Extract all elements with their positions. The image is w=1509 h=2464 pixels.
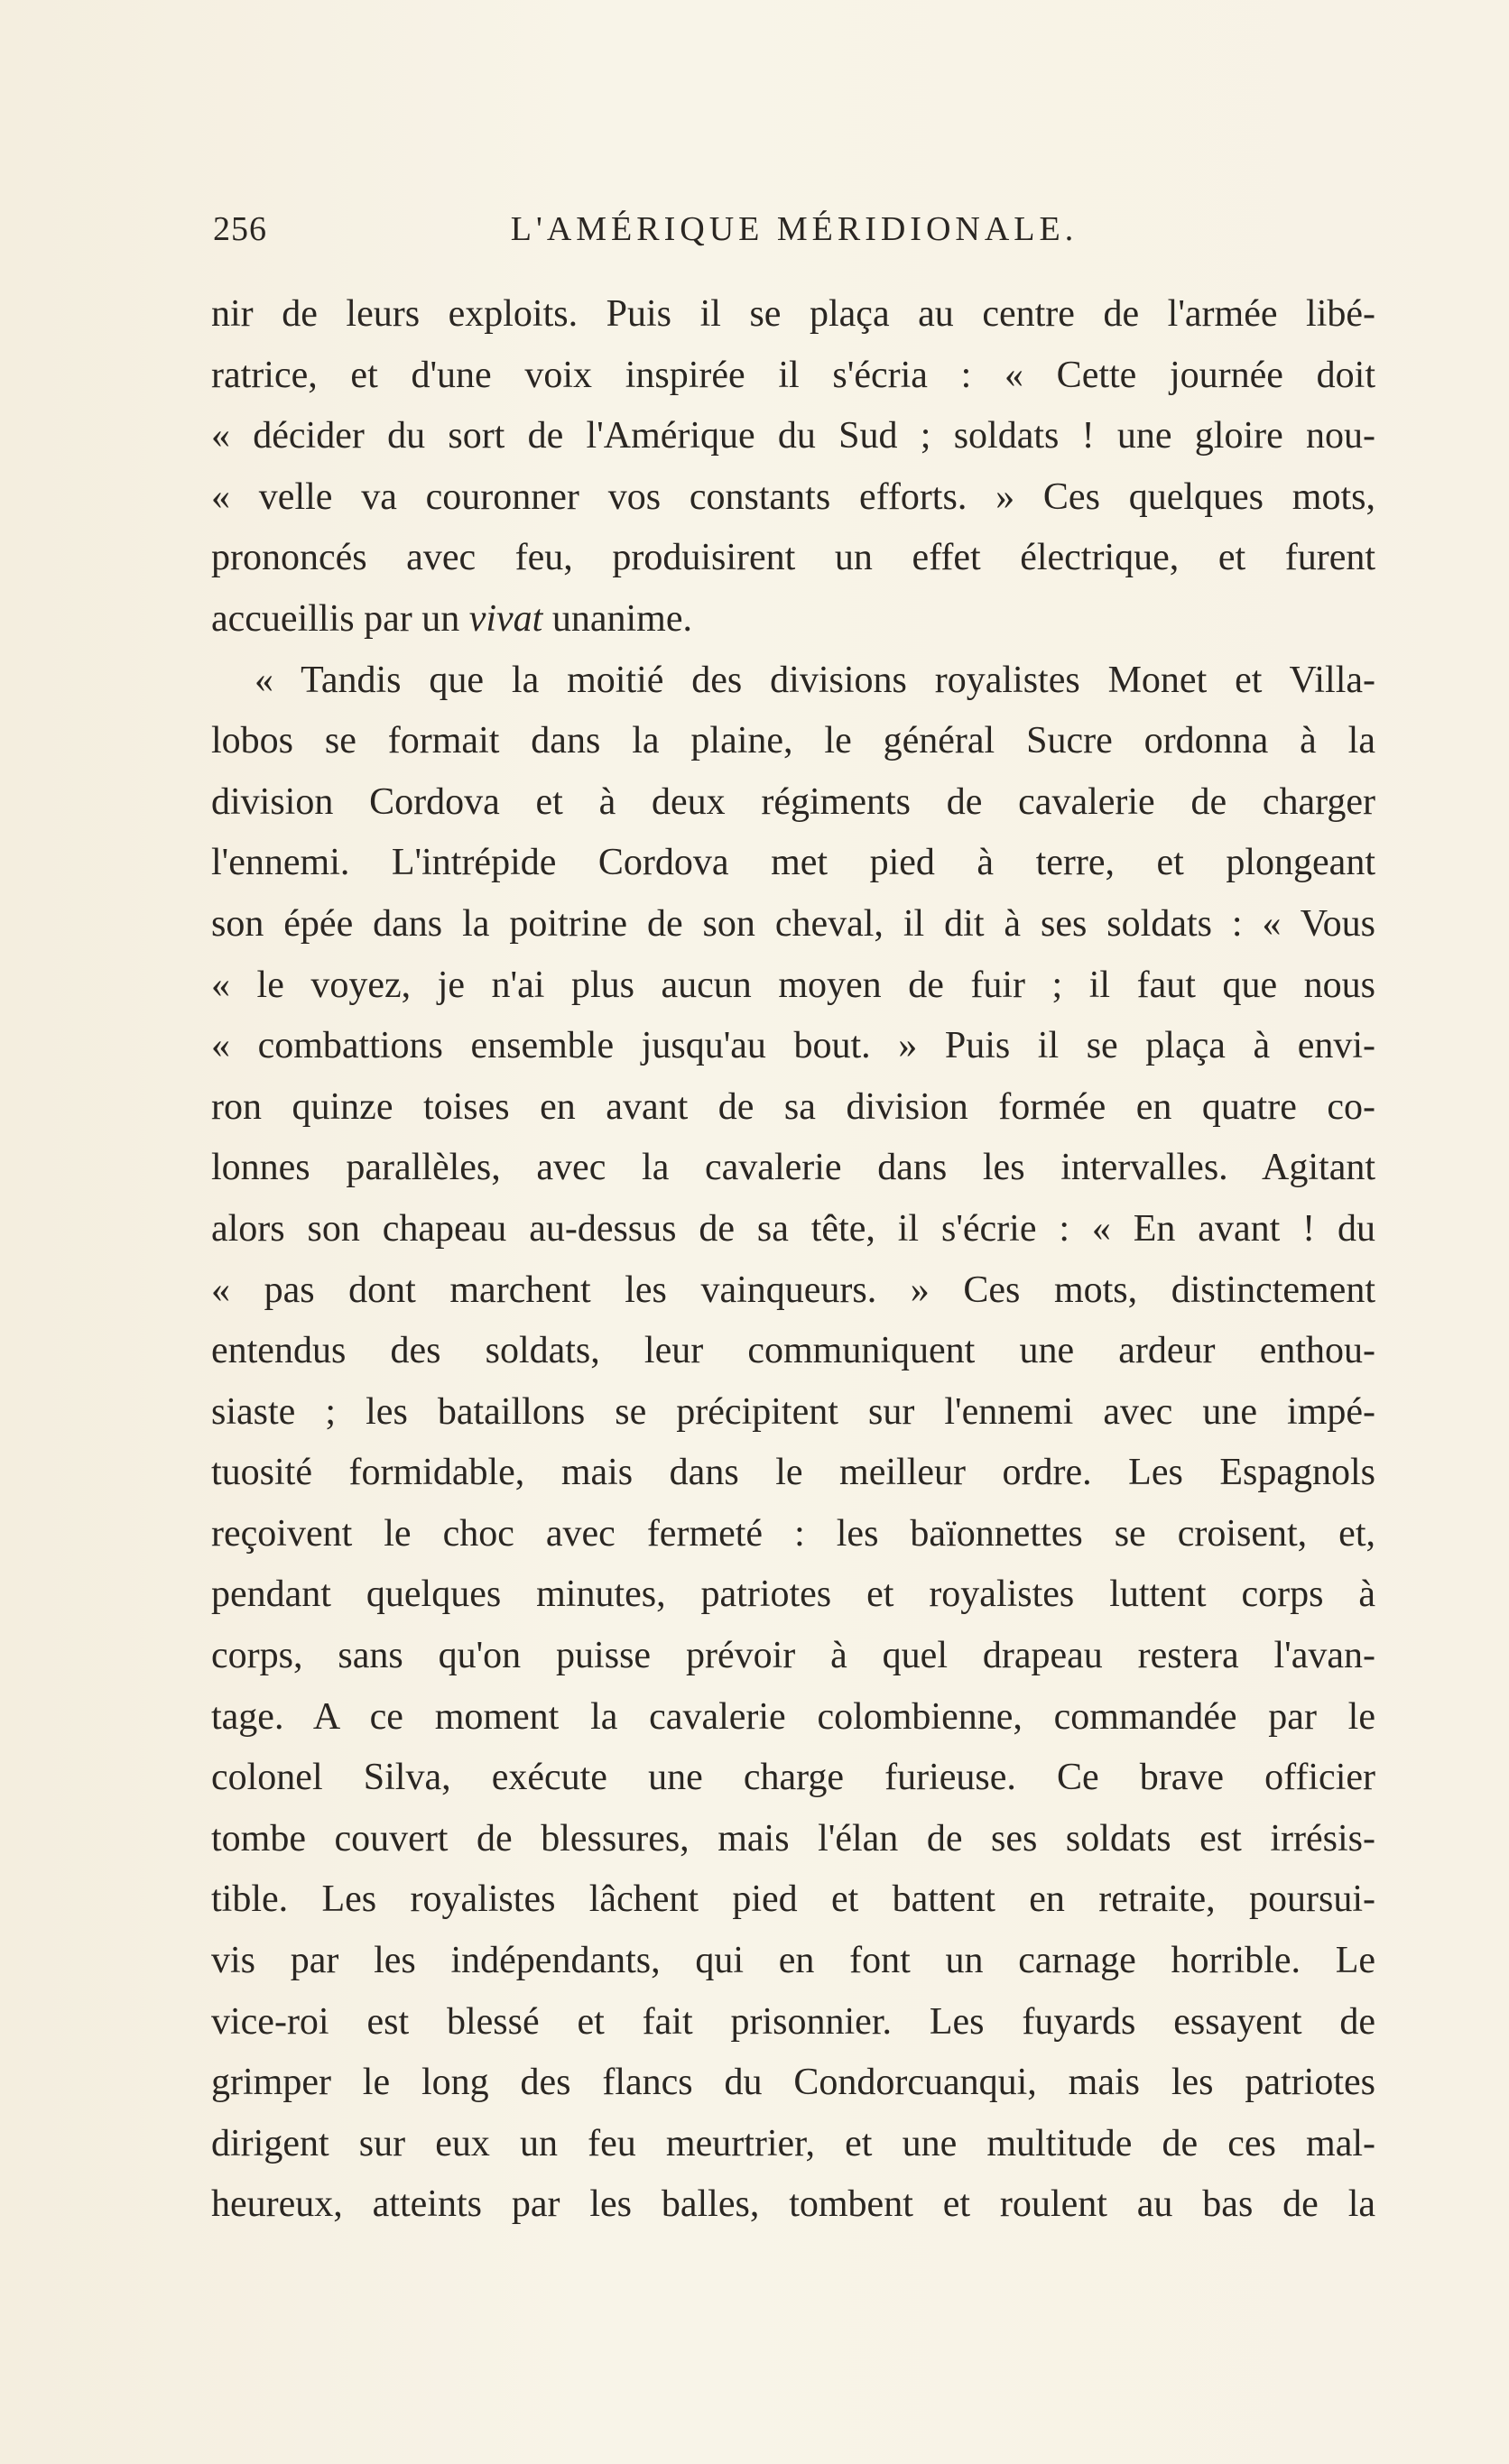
text-line: tuosité formidable, mais dans le meilleur ordre. Les Espagnols bbox=[211, 1452, 1375, 1494]
text-line: corps, sans qu'on puisse prévoir à quel drapeau restera l'avan- bbox=[211, 1635, 1375, 1677]
text-line: l'ennemi. L'intrépide Cordova met pied à terre, et plongeant bbox=[211, 842, 1375, 884]
text-line: lobos se formait dans la plaine, le général Sucre ordonna à la bbox=[211, 720, 1375, 762]
text-segment: unanime. bbox=[542, 597, 692, 640]
text-line: tage. A ce moment la cavalerie colombienne, commandée par le bbox=[211, 1695, 1375, 1738]
text-line: division Cordova et à deux régiments de cavalerie de charger bbox=[211, 780, 1375, 823]
text-line: reçoivent le choc avec fermeté : les baïonnettes se croisent, et, bbox=[211, 1512, 1375, 1555]
running-head bbox=[213, 209, 1375, 263]
text-line: alors son chapeau au-dessus de sa tête, il s'écrie : « En avant ! du bbox=[211, 1207, 1375, 1250]
text-line: dirigent sur eux un feu meurtrier, et une multitude de ces mal- bbox=[211, 2122, 1375, 2164]
text-line: nir de leurs exploits. Puis il se plaça au centre de l'armée libé- bbox=[211, 293, 1375, 335]
text-line: pendant quelques minutes, patriotes et royalistes luttent corps à bbox=[211, 1573, 1375, 1616]
running-title: L'AMÉRIQUE MÉRIDIONALE. bbox=[510, 210, 1079, 248]
text-line: entendus des soldats, leur communiquent une ardeur enthou- bbox=[211, 1330, 1375, 1372]
text-line-paragraph-start: « Tandis que la moitié des divisions royalistes Monet et Villa- bbox=[255, 659, 1375, 701]
text-line: ron quinze toises en avant de sa division formée en quatre co- bbox=[211, 1085, 1375, 1128]
text-line: lonnes parallèles, avec la cavalerie dans les intervalles. Agitant bbox=[211, 1147, 1375, 1189]
text-segment: accueillis par un bbox=[211, 597, 460, 640]
text-line: « décider du sort de l'Amérique du Sud ; soldats ! une gloire nou- bbox=[211, 415, 1375, 457]
text-line: vice-roi est blessé et fait prisonnier. Les fuyards essayent de bbox=[211, 2000, 1375, 2043]
text-line-paragraph-end bbox=[211, 589, 1375, 651]
text-line: son épée dans la poitrine de son cheval, il dit à ses soldats : « Vous bbox=[211, 902, 1375, 945]
text-line: siaste ; les bataillons se précipitent sur l'ennemi avec une impé- bbox=[211, 1390, 1375, 1433]
page-number: 256 bbox=[213, 210, 267, 248]
text-line: « le voyez, je n'ai plus aucun moyen de fuir ; il faut que nous bbox=[211, 964, 1375, 1006]
text-line: prononcés avec feu, produisirent un effet électrique, et furent bbox=[211, 537, 1375, 579]
italic-word: vivat bbox=[468, 597, 543, 640]
body-text bbox=[211, 284, 1375, 2236]
text-line: « velle va couronner vos constants efforts. » Ces quelques mots, bbox=[211, 475, 1375, 518]
text-line: colonel Silva, exécute une charge furieuse. Ce brave officier bbox=[211, 1757, 1375, 1799]
text-line: heureux, atteints par les balles, tombent et roulent au bas de la bbox=[211, 2183, 1375, 2226]
text-line: tombe couvert de blessures, mais l'élan de ses soldats est irrésis- bbox=[211, 1817, 1375, 1860]
text-line: « pas dont marchent les vainqueurs. » Ces mots, distinctement bbox=[211, 1269, 1375, 1311]
text-line: grimper le long des flancs du Condorcuanqui, mais les patriotes bbox=[211, 2062, 1375, 2104]
text-line: tible. Les royalistes lâchent pied et battent en retraite, poursui- bbox=[211, 1878, 1375, 1921]
text-line: vis par les indépendants, qui en font un carnage horrible. Le bbox=[211, 1940, 1375, 1982]
text-line: ratrice, et d'une voix inspirée il s'écria : « Cette journée doit bbox=[211, 354, 1375, 396]
text-line: « combattions ensemble jusqu'au bout. » Puis il se plaça à envi- bbox=[211, 1025, 1375, 1067]
